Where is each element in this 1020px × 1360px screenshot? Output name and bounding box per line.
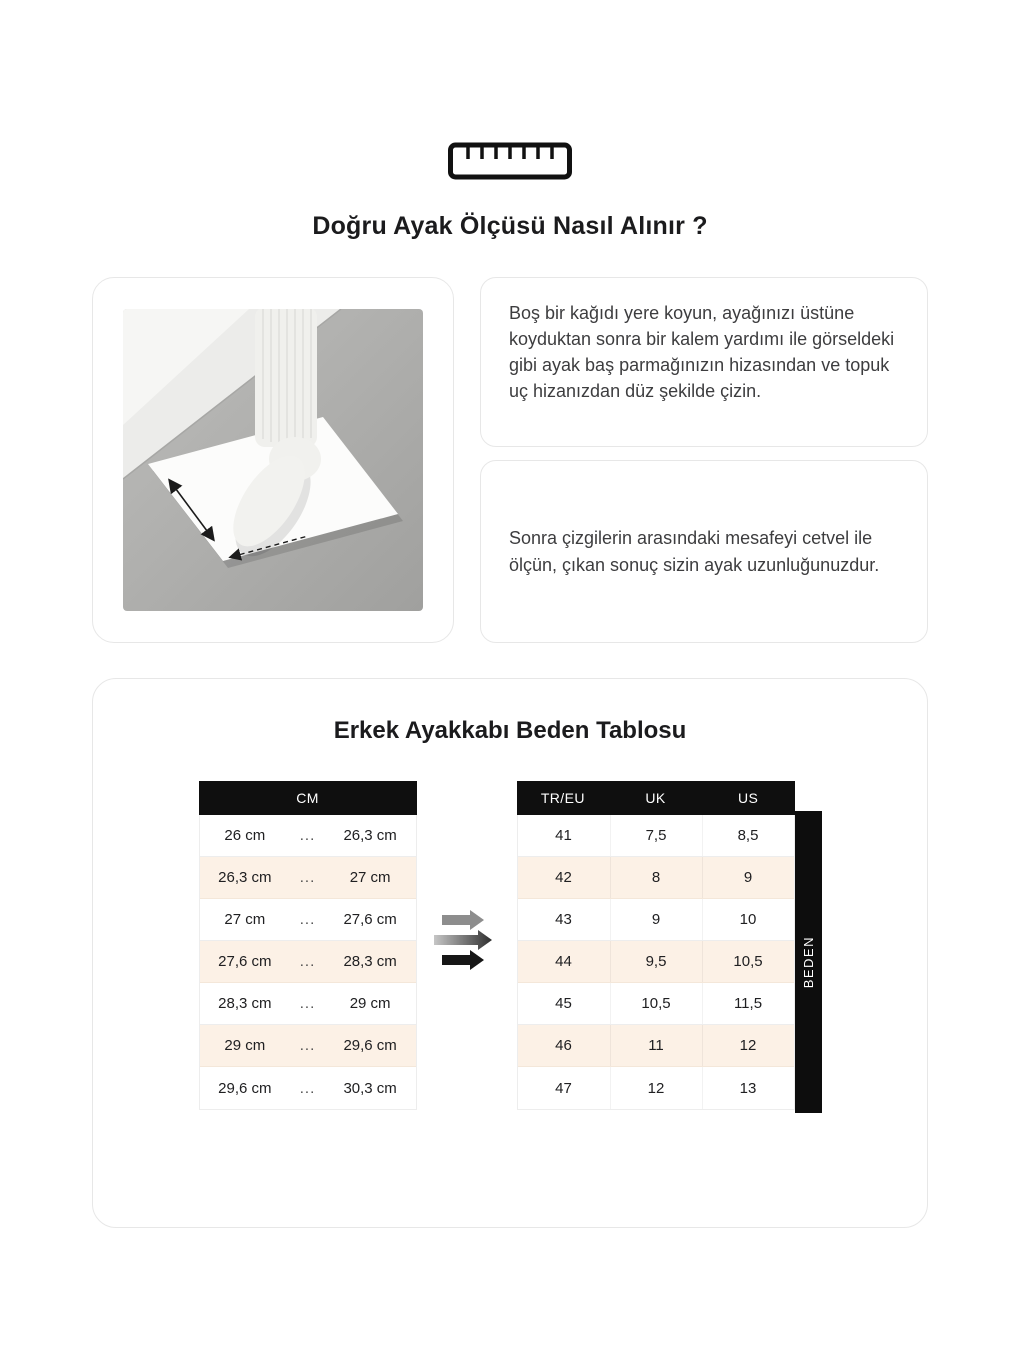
range-dots: ... <box>299 911 316 928</box>
cm-table-row: 27 cm ... 27,6 cm <box>200 899 416 941</box>
size-table <box>517 781 816 1110</box>
cm-table-body <box>199 815 417 1110</box>
size-table-row: 45 10,5 11,5 <box>518 983 794 1025</box>
size-table-row: 42 8 9 <box>518 857 794 899</box>
range-dots: ... <box>299 1037 316 1054</box>
cm-table-row: 27,6 cm ... 28,3 cm <box>200 941 416 983</box>
instruction-step-1 <box>480 277 928 447</box>
range-dots: ... <box>299 1079 316 1097</box>
ruler-icon <box>448 142 572 180</box>
size-table-row: 47 12 13 <box>518 1067 794 1109</box>
conversion-arrows-wrap <box>417 781 517 973</box>
size-chart-tables <box>93 781 927 1110</box>
how-to-section <box>92 277 928 643</box>
size-table-body <box>517 815 795 1110</box>
size-table-header-us: US <box>738 790 759 806</box>
range-dots: ... <box>299 827 316 844</box>
cm-table-row: 26,3 cm ... 27 cm <box>200 857 416 899</box>
foot-measurement-photo <box>123 309 423 611</box>
cm-table-row: 28,3 cm ... 29 cm <box>200 983 416 1025</box>
instruction-step-2-text: Sonra çizgilerin arasındaki mesafeyi cetvel ile ölçün, çıkan sonuç sizin ayak uzunluğunuzdur. <box>509 528 880 575</box>
size-table-row: 41 7,5 8,5 <box>518 815 794 857</box>
ruler-icon-wrap <box>92 0 928 180</box>
beden-label: BEDEN <box>800 935 816 989</box>
foot-photo-card <box>92 277 454 643</box>
instructions-column <box>480 277 928 643</box>
size-table-row: 43 9 10 <box>518 899 794 941</box>
size-table-header-uk: UK <box>645 790 666 806</box>
range-dots: ... <box>299 995 316 1012</box>
size-table-header-treu: TR/EU <box>540 790 585 806</box>
cm-table-header: CM <box>199 781 417 815</box>
size-table-row: 44 9,5 10,5 <box>518 941 794 983</box>
cm-table-row: 26 cm ... 26,3 cm <box>200 815 416 857</box>
page <box>92 0 928 1228</box>
page-title: Doğru Ayak Ölçüsü Nasıl Alınır ? <box>312 212 708 240</box>
cm-table-row: 29 cm ... 29,6 cm <box>200 1025 416 1067</box>
size-chart-title: Erkek Ayakkabı Beden Tablosu <box>333 717 687 744</box>
cm-table-row: 29,6 cm ... 30,3 cm <box>200 1067 416 1109</box>
instruction-step-2 <box>480 460 928 643</box>
size-chart-card <box>92 678 928 1228</box>
instruction-step-1-text: Boş bir kağıdı yere koyun, ayağınızı üstüne koyduktan sonra bir kalem yardımı ile görseldeki gibi ayak baş parmağınızın hizasından ve topuk uç hizanızdan düz şekilde çizin. <box>509 303 895 402</box>
range-dots: ... <box>299 869 316 886</box>
cm-table <box>199 781 417 1110</box>
size-table-row: 46 11 12 <box>518 1025 794 1067</box>
size-table-header <box>517 781 795 815</box>
range-dots: ... <box>299 953 316 970</box>
conversion-arrows-icon <box>432 909 502 973</box>
beden-side-bar <box>795 811 822 1113</box>
